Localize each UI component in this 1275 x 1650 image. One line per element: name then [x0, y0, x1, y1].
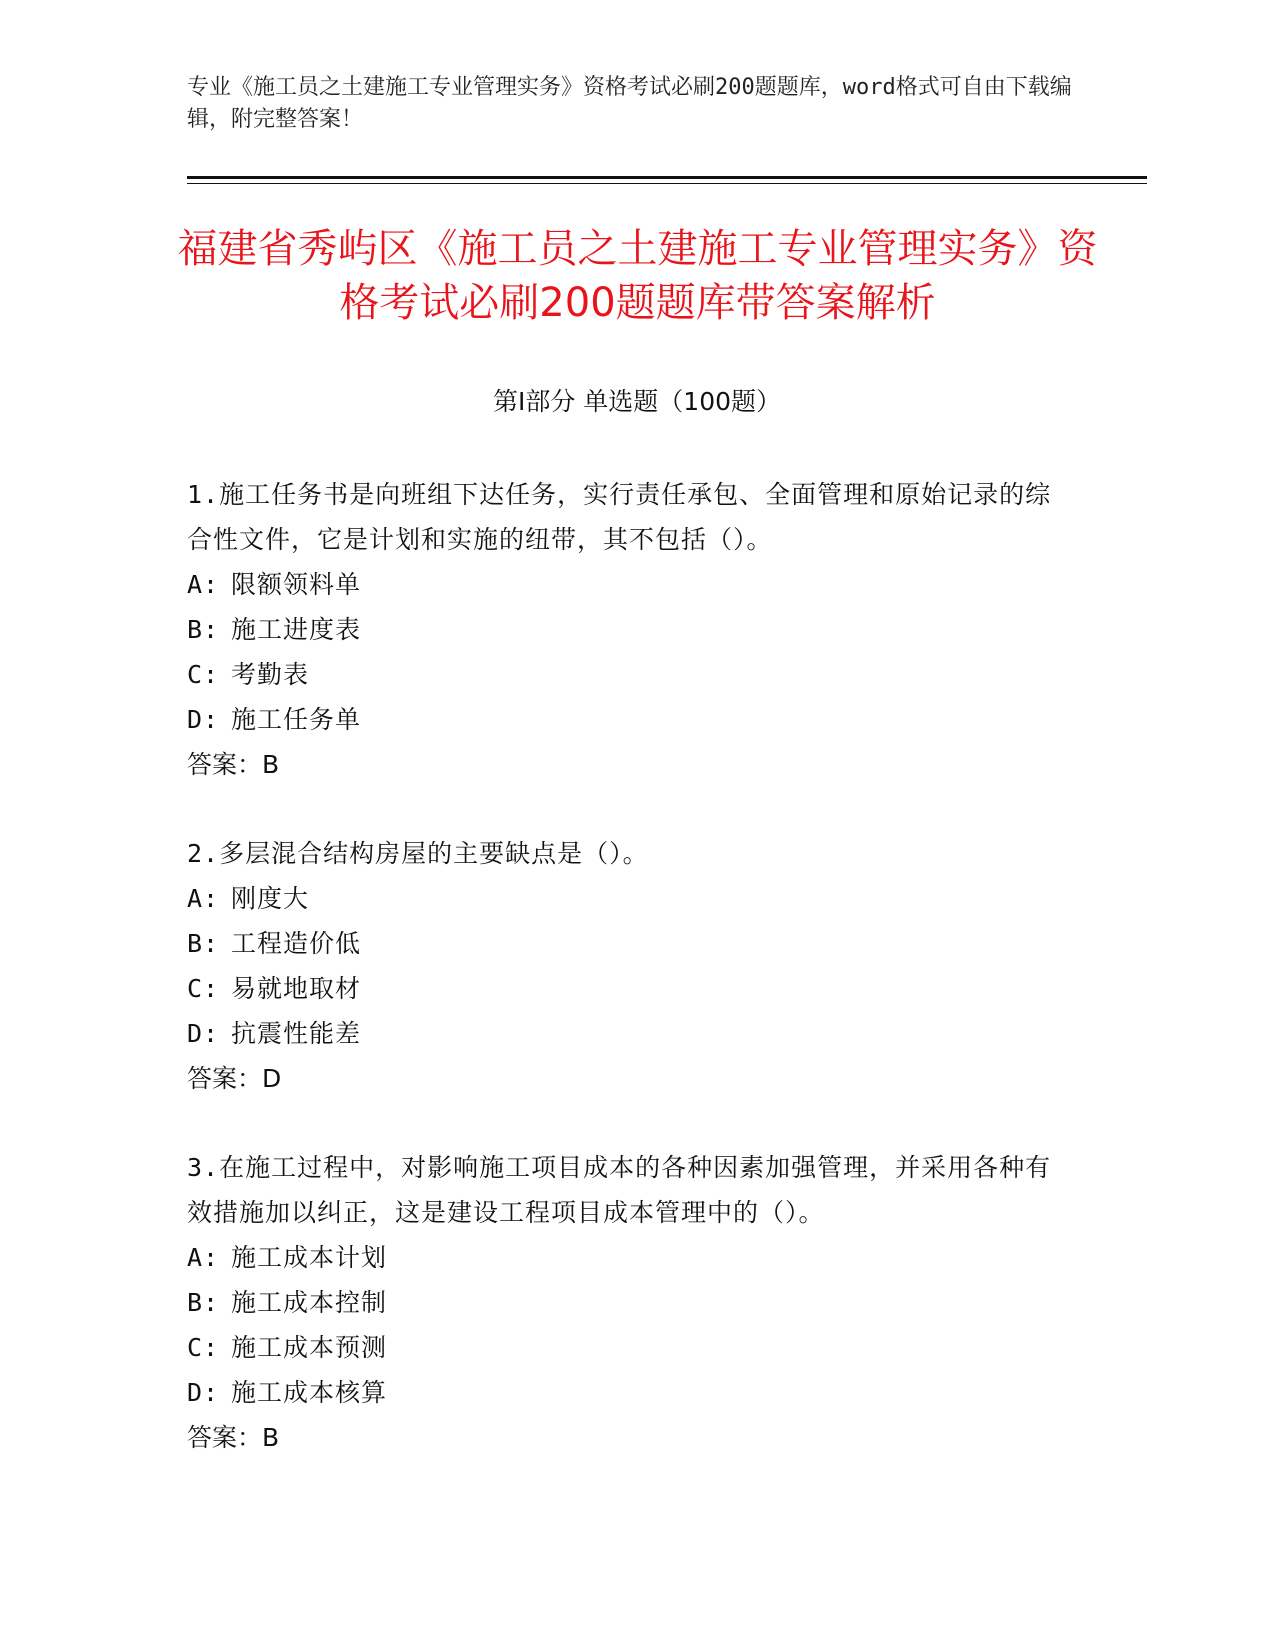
option-c	[187, 1325, 1067, 1370]
option-text: 施工成本预测	[231, 1333, 388, 1362]
option-key: D:	[187, 705, 220, 734]
option-c	[187, 966, 1067, 1011]
option-c	[187, 652, 1067, 697]
option-text: 刚度大	[231, 884, 310, 913]
option-text: 抗震性能差	[231, 1019, 362, 1048]
question-3	[187, 1145, 1067, 1460]
header-note: 专业《施工员之土建施工专业管理实务》资格考试必刷200题题库，word格式可自由下载编辑，附完整答案！	[187, 75, 1072, 132]
option-b	[187, 607, 1067, 652]
option-key: A:	[187, 1243, 220, 1272]
option-text: 施工成本核算	[231, 1378, 388, 1407]
answer-line: 答案：B	[187, 750, 280, 779]
option-text: 施工成本计划	[231, 1243, 388, 1272]
question-2	[187, 831, 1067, 1101]
question-text: 1.施工任务书是向班组下达任务，实行责任承包、全面管理和原始记录的综合性文件，它是计划和实施的纽带，其不包括（）。	[187, 480, 1052, 554]
option-key: B:	[187, 1288, 220, 1317]
option-text: 易就地取材	[231, 974, 362, 1003]
option-key: A:	[187, 884, 220, 913]
option-d	[187, 1011, 1067, 1056]
option-text: 施工任务单	[231, 705, 362, 734]
option-a	[187, 562, 1067, 607]
question-list	[187, 472, 1067, 1504]
option-key: A:	[187, 570, 220, 599]
question-text: 2.多层混合结构房屋的主要缺点是（）。	[187, 839, 649, 868]
option-b	[187, 1280, 1067, 1325]
header-divider-thick	[187, 176, 1147, 179]
option-text: 施工成本控制	[231, 1288, 388, 1317]
option-key: C:	[187, 1333, 220, 1362]
option-d	[187, 1370, 1067, 1415]
answer-line: 答案：D	[187, 1064, 282, 1093]
option-key: C:	[187, 974, 220, 1003]
option-key: B:	[187, 929, 220, 958]
option-text: 施工进度表	[231, 615, 362, 644]
document-title: 福建省秀屿区《施工员之土建施工专业管理实务》资格考试必刷200题题库带答案解析	[177, 226, 1098, 326]
option-a	[187, 876, 1067, 921]
option-text: 限额领料单	[231, 570, 362, 599]
option-text: 工程造价低	[231, 929, 362, 958]
option-text: 考勤表	[231, 660, 310, 689]
option-b	[187, 921, 1067, 966]
section-title: 第Ⅰ部分 单选题（100题）	[492, 387, 782, 416]
question-1	[187, 472, 1067, 787]
option-key: D:	[187, 1019, 220, 1048]
option-key: B:	[187, 615, 220, 644]
answer-line: 答案：B	[187, 1423, 280, 1452]
option-d	[187, 697, 1067, 742]
header-divider-thin	[187, 183, 1147, 184]
option-key: D:	[187, 1378, 220, 1407]
option-a	[187, 1235, 1067, 1280]
question-text: 3.在施工过程中，对影响施工项目成本的各种因素加强管理，并采用各种有效措施加以纠正，这是建设工程项目成本管理中的（）。	[187, 1153, 1052, 1227]
option-key: C:	[187, 660, 220, 689]
